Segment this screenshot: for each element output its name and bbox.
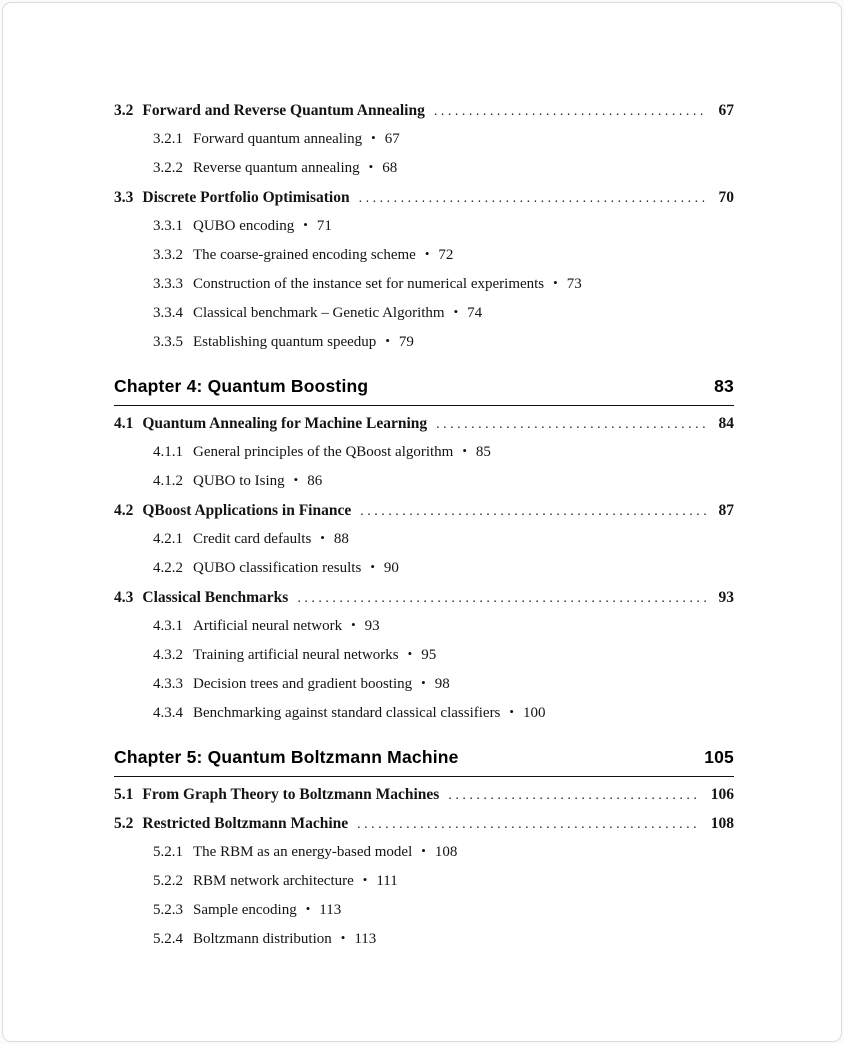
bullet-separator-icon: • xyxy=(351,617,356,632)
section-title: QBoost Applications in Finance xyxy=(142,502,352,519)
subsection-title: The coarse-grained encoding scheme xyxy=(193,247,416,263)
subsection-title: Decision trees and gradient boosting xyxy=(193,676,413,692)
subsection-number: 4.3.3 xyxy=(153,676,183,692)
subsection-number: 3.3.4 xyxy=(153,305,183,321)
subsection-title: QUBO classification results xyxy=(193,560,362,576)
subsection-number: 3.3.5 xyxy=(153,334,183,350)
toc-subsection-row[interactable] xyxy=(114,676,734,705)
subsection-page-number: 100 xyxy=(522,705,546,721)
bullet-separator-icon: • xyxy=(371,130,376,145)
subsection-number: 3.2.1 xyxy=(153,131,183,147)
document-page xyxy=(2,2,842,1042)
subsection-page-number: 98 xyxy=(434,676,450,692)
bullet-separator-icon: • xyxy=(385,333,390,348)
section-number: 3.3 xyxy=(114,189,134,206)
section-page-number: 67 xyxy=(718,102,734,119)
subsection-title: Reverse quantum annealing xyxy=(193,160,360,176)
bullet-separator-icon: • xyxy=(320,530,325,545)
subsection-number: 5.2.4 xyxy=(153,931,183,947)
subsection-title: Artificial neural network xyxy=(193,618,343,634)
subsection-number: 4.2.1 xyxy=(153,531,183,547)
section-title: Restricted Boltzmann Machine xyxy=(142,815,349,832)
subsection-page-number: 72 xyxy=(438,247,454,263)
subsection-number: 4.3.4 xyxy=(153,705,183,721)
section-page-number: 84 xyxy=(718,415,734,432)
section-number: 3.2 xyxy=(114,102,134,119)
bullet-separator-icon: • xyxy=(424,246,430,261)
toc-subsection-row[interactable] xyxy=(114,247,734,276)
dot-leader xyxy=(436,417,706,433)
subsection-page-number: 111 xyxy=(376,873,398,889)
toc-subsection-row[interactable] xyxy=(114,618,734,647)
subsection-title: General principles of the QBoost algorithm xyxy=(193,444,454,460)
bullet-separator-icon: • xyxy=(421,675,426,690)
bullet-separator-icon: • xyxy=(340,930,346,945)
subsection-number: 3.2.2 xyxy=(153,160,183,176)
toc-subsection-row[interactable] xyxy=(114,647,734,676)
subsection-title: Establishing quantum speedup xyxy=(193,334,377,350)
section-number: 5.2 xyxy=(114,815,134,832)
subsection-title: Sample encoding xyxy=(193,902,297,918)
section-page-number: 87 xyxy=(718,502,734,519)
subsection-number: 3.3.1 xyxy=(153,218,183,234)
subsection-number: 3.3.2 xyxy=(153,247,183,263)
toc-chapter-row[interactable] xyxy=(114,747,734,777)
toc-subsection-row[interactable] xyxy=(114,131,734,160)
dot-leader xyxy=(434,104,707,120)
toc-section-row[interactable] xyxy=(114,589,734,618)
subsection-page-number: 73 xyxy=(566,276,582,292)
subsection-page-number: 93 xyxy=(364,618,380,634)
subsection-page-number: 86 xyxy=(307,473,323,489)
section-title: Classical Benchmarks xyxy=(142,589,289,606)
chapter-page-number: 105 xyxy=(704,747,734,767)
bullet-separator-icon: • xyxy=(370,559,375,574)
subsection-number: 4.2.2 xyxy=(153,560,183,576)
bullet-separator-icon: • xyxy=(303,217,308,232)
dot-leader xyxy=(360,504,706,520)
subsection-page-number: 88 xyxy=(333,531,349,547)
subsection-number: 3.3.3 xyxy=(153,276,183,292)
subsection-title: Forward quantum annealing xyxy=(193,131,363,147)
bullet-separator-icon: • xyxy=(509,704,514,719)
toc-section-row[interactable] xyxy=(114,102,734,131)
subsection-number: 5.2.2 xyxy=(153,873,183,889)
toc-subsection-row[interactable] xyxy=(114,705,734,734)
toc-section-row[interactable] xyxy=(114,786,734,815)
subsection-title: Benchmarking against standard classical classifiers xyxy=(193,705,501,721)
subsection-title: QUBO to Ising xyxy=(193,473,285,489)
section-page-number: 106 xyxy=(710,786,734,803)
subsection-title: Credit card defaults xyxy=(193,531,312,547)
bullet-separator-icon: • xyxy=(453,304,459,319)
toc-subsection-row[interactable] xyxy=(114,873,734,902)
toc-subsection-row[interactable] xyxy=(114,531,734,560)
subsection-page-number: 68 xyxy=(382,160,398,176)
subsection-page-number: 71 xyxy=(316,218,332,234)
dot-leader xyxy=(359,191,707,207)
chapter-page-number: 83 xyxy=(714,376,734,396)
toc-section-row[interactable] xyxy=(114,189,734,218)
section-title: Discrete Portfolio Optimisation xyxy=(142,189,350,206)
dot-leader xyxy=(357,817,699,833)
subsection-number: 4.1.2 xyxy=(153,473,183,489)
section-number: 4.2 xyxy=(114,502,134,519)
toc-subsection-row[interactable] xyxy=(114,218,734,247)
subsection-page-number: 113 xyxy=(354,931,377,947)
section-number: 5.1 xyxy=(114,786,134,803)
toc-subsection-row[interactable] xyxy=(114,931,734,960)
subsection-title: Training artificial neural networks xyxy=(193,647,399,663)
toc-section-row[interactable] xyxy=(114,415,734,444)
toc-subsection-row[interactable] xyxy=(114,902,734,931)
bullet-separator-icon: • xyxy=(362,872,368,887)
subsection-title: QUBO encoding xyxy=(193,218,295,234)
toc-section-row[interactable] xyxy=(114,502,734,531)
toc-chapter-row[interactable] xyxy=(114,376,734,406)
bullet-separator-icon: • xyxy=(421,843,426,858)
section-number: 4.1 xyxy=(114,415,134,432)
subsection-title: Classical benchmark – Genetic Algorithm xyxy=(193,305,445,321)
chapter-title: Chapter 5: Quantum Boltzmann Machine xyxy=(114,747,459,767)
subsection-number: 4.1.1 xyxy=(153,444,183,460)
section-title: From Graph Theory to Boltzmann Machines xyxy=(142,786,440,803)
section-page-number: 70 xyxy=(718,189,734,206)
section-title: Quantum Annealing for Machine Learning xyxy=(142,415,428,432)
toc-subsection-row[interactable] xyxy=(114,305,734,334)
bullet-separator-icon: • xyxy=(305,901,311,916)
subsection-number: 4.3.1 xyxy=(153,618,183,634)
subsection-page-number: 113 xyxy=(319,902,342,918)
dot-leader xyxy=(448,788,698,804)
bullet-separator-icon: • xyxy=(293,472,299,487)
toc-subsection-row[interactable] xyxy=(114,560,734,589)
toc-subsection-row[interactable] xyxy=(114,444,734,473)
toc-section-row[interactable] xyxy=(114,815,734,844)
subsection-number: 5.2.3 xyxy=(153,902,183,918)
subsection-title: RBM network architecture xyxy=(193,873,354,889)
bullet-separator-icon: • xyxy=(407,646,413,661)
subsection-page-number: 90 xyxy=(383,560,399,576)
section-number: 4.3 xyxy=(114,589,134,606)
subsection-title: The RBM as an energy-based model xyxy=(193,844,413,860)
subsection-title: Boltzmann distribution xyxy=(193,931,332,947)
subsection-page-number: 67 xyxy=(384,131,400,147)
subsection-number: 5.2.1 xyxy=(153,844,183,860)
subsection-title: Construction of the instance set for numerical experiments xyxy=(193,276,545,292)
bullet-separator-icon: • xyxy=(462,443,467,458)
bullet-separator-icon: • xyxy=(368,159,374,174)
subsection-page-number: 108 xyxy=(434,844,458,860)
section-page-number: 93 xyxy=(718,589,734,606)
section-page-number: 108 xyxy=(710,815,734,832)
toc-subsection-row[interactable] xyxy=(114,844,734,873)
table-of-contents xyxy=(114,102,734,960)
subsection-page-number: 85 xyxy=(475,444,491,460)
toc-subsection-row[interactable] xyxy=(114,334,734,363)
subsection-page-number: 79 xyxy=(398,334,414,350)
subsection-number: 4.3.2 xyxy=(153,647,183,663)
dot-leader xyxy=(297,591,706,607)
bullet-separator-icon: • xyxy=(553,275,558,290)
toc-subsection-row[interactable] xyxy=(114,473,734,502)
chapter-title: Chapter 4: Quantum Boosting xyxy=(114,376,369,396)
section-title: Forward and Reverse Quantum Annealing xyxy=(142,102,425,119)
toc-subsection-row[interactable] xyxy=(114,276,734,305)
toc-subsection-row[interactable] xyxy=(114,160,734,189)
subsection-page-number: 95 xyxy=(421,647,437,663)
subsection-page-number: 74 xyxy=(467,305,483,321)
